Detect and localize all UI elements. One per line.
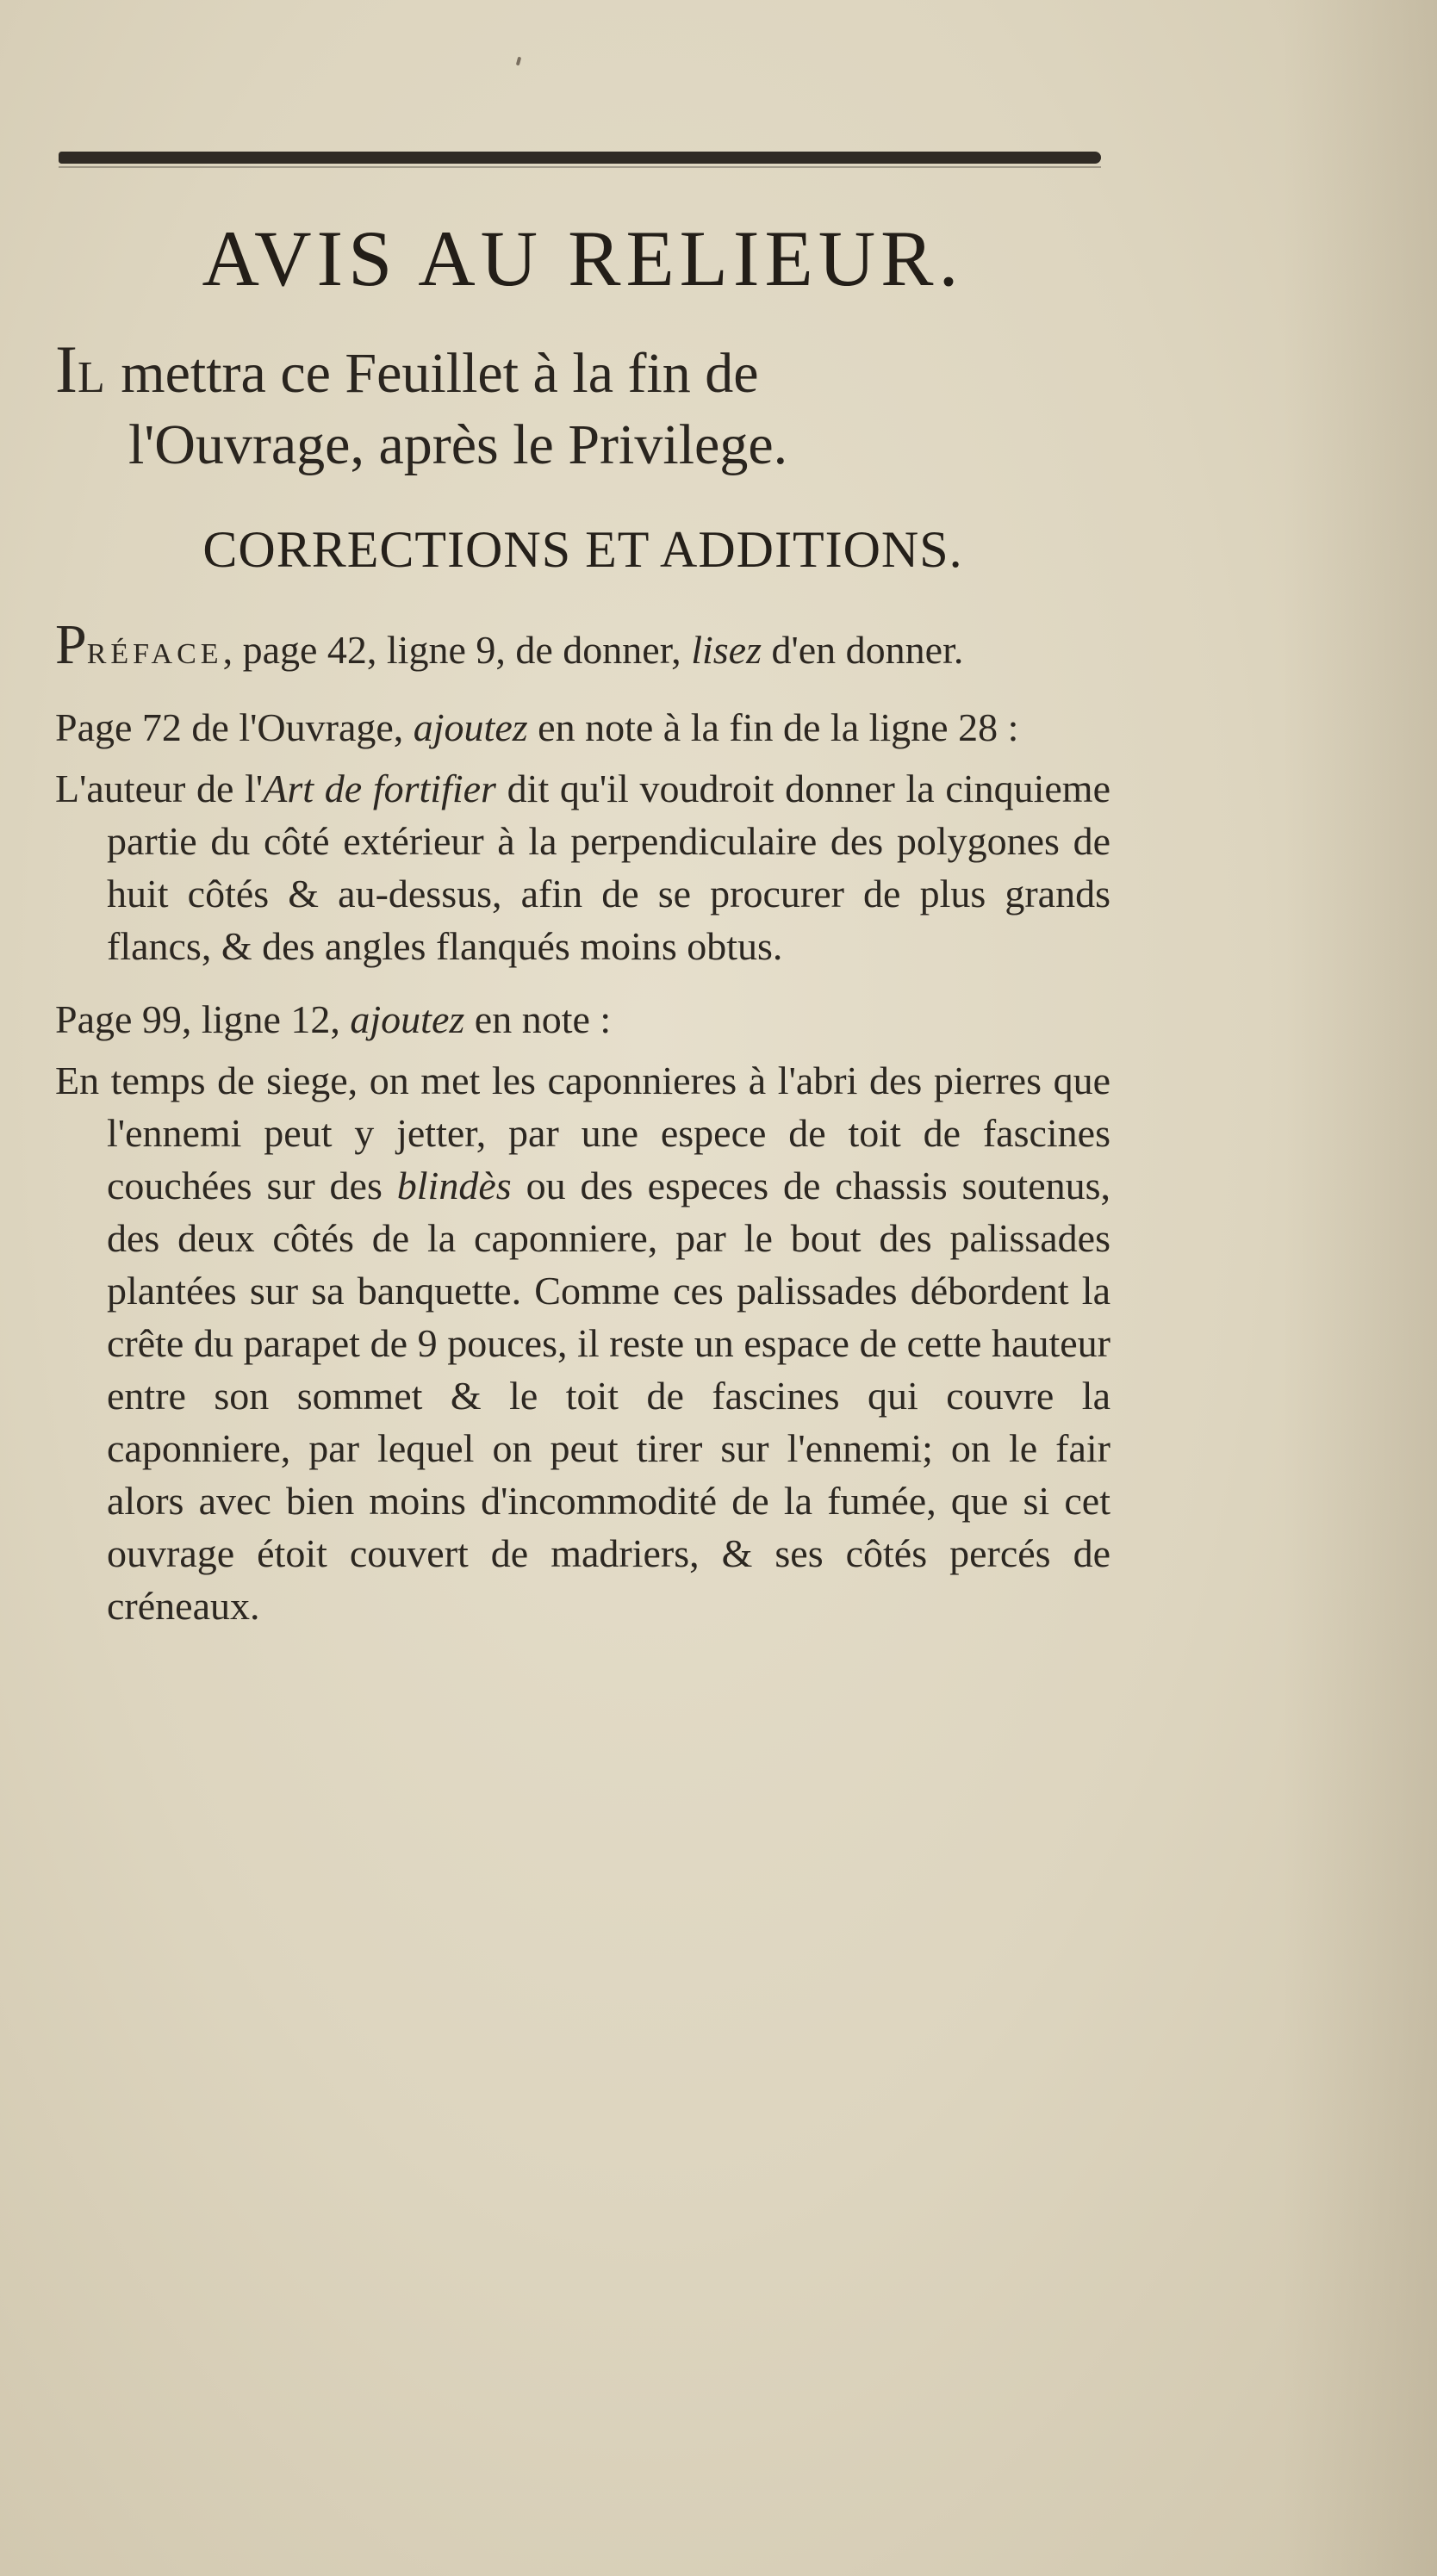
- note72-end: dit qu'il voudroit donner la cinquieme partie du côté extérieur à la perpendiculaire des polygones de huit côtés & au-dessus, afin de se procurer de plus grands flancs, & des angles flanqués moins obtus.: [107, 767, 1111, 968]
- text-block: [55, 207, 1110, 1632]
- top-rule: [59, 152, 1101, 164]
- page72-start: Page 72 de l'Ouvrage,: [55, 705, 404, 749]
- note99-end: ou des especes de chassis soutenus, des deux côtés de la caponniere, par le bout des palissades plantées sur sa banquette. Comme ces palissades débordent la crête du parapet de 9 pouces, il reste un espace de cette hauteur entre son sommet & le toit de fascines qui couvre la caponniere, par lequel on peut tirer sur l'ennemi; on le fair alors avec bien moins d'incommodité de la fumée, que si cet ouvrage étoit couvert de madriers, & ses côtés percés de créneaux.: [107, 1164, 1111, 1628]
- note99-start: En temps de siege, on met les caponnieres à l'abri des pierres que l'ennemi peut y jetter, par une espece de toit de fascines couchées sur des: [55, 1058, 1110, 1207]
- correction-preface: [55, 613, 1110, 680]
- note-page-99: [55, 1054, 1110, 1632]
- preface-text: , page 42, ligne 9, de donner,: [222, 628, 681, 672]
- page72-italic: ajoutez: [413, 705, 528, 749]
- page-title: AVIS AU RELIEUR.: [202, 214, 964, 302]
- preface-initial: P: [55, 613, 87, 676]
- preface-smallcaps: RÉFACE: [86, 638, 223, 670]
- page99-end: en note :: [474, 997, 612, 1041]
- note72-start: L'auteur de l': [55, 767, 264, 810]
- note-page-72: [55, 762, 1110, 972]
- addition-page-99: [55, 993, 1110, 1046]
- binder-instruction: [55, 332, 1110, 479]
- note99-italic: blindès: [396, 1164, 512, 1207]
- ink-speck: [516, 57, 521, 66]
- preface-italic: lisez: [691, 628, 762, 672]
- page99-italic: ajoutez: [350, 997, 465, 1041]
- instruction-initial: I: [55, 332, 78, 407]
- note72-italic: Art de fortifier: [263, 767, 496, 810]
- corrections-list: [55, 613, 1111, 1632]
- instruction-smallcaps: L: [77, 353, 107, 402]
- top-rule-shadow: [59, 166, 1101, 168]
- section-heading: CORRECTIONS ET ADDITIONS.: [202, 521, 963, 578]
- page-gutter-shadow: [1282, 0, 1437, 2576]
- instruction-line1: mettra ce Feuillet à la fin de: [121, 342, 759, 405]
- instruction-line2: l'Ouvrage, après le Privilege.: [128, 413, 788, 476]
- addition-page-72: [55, 701, 1110, 754]
- preface-end: d'en donner.: [771, 628, 964, 672]
- page72-end: en note à la fin de la ligne 28 :: [538, 705, 1019, 749]
- page99-start: Page 99, ligne 12,: [55, 997, 340, 1041]
